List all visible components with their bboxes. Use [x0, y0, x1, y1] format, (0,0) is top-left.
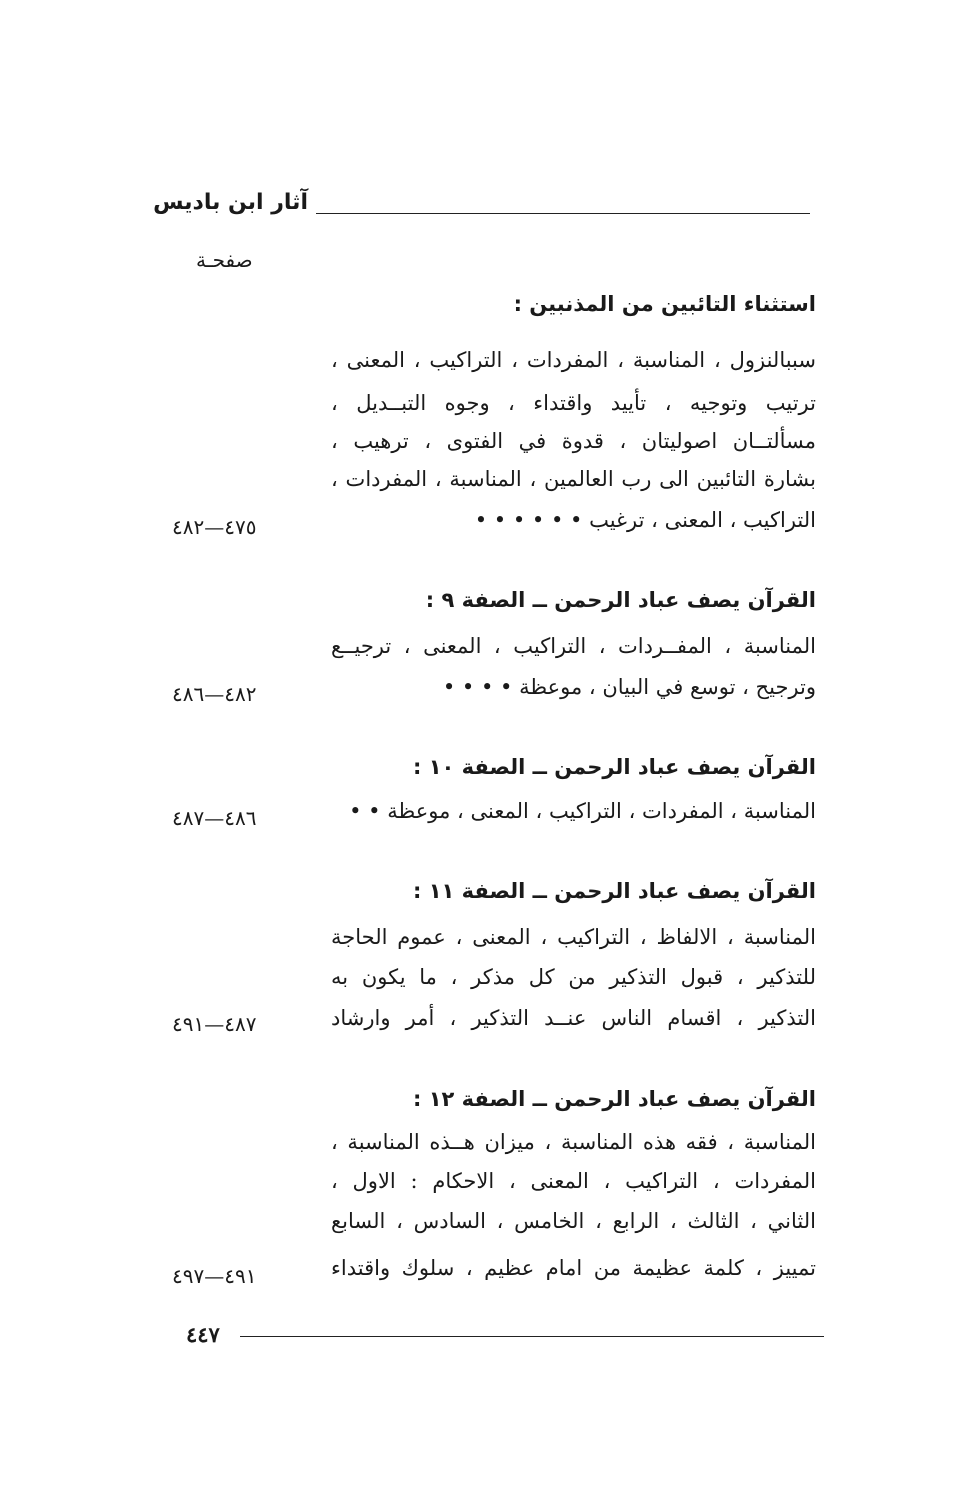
entry-line: الثاني ، الثالث ، الرابع ، الخامس ، السادس ، السابع — [331, 1209, 816, 1233]
page-number: ٤٤٧ — [186, 1322, 220, 1347]
header-rule — [316, 213, 810, 214]
section-heading: القرآن يصف عباد الرحمن ــ الصفة ١١ : — [412, 879, 816, 903]
page-range: ٤٨٦—٤٨٧ — [172, 806, 257, 830]
section-heading: القرآن يصف عباد الرحمن ــ الصفة ١٠ : — [412, 755, 816, 779]
footer-rule — [240, 1336, 824, 1337]
section-heading: استثناء التائبين من المذنبين : — [513, 292, 816, 316]
entry-line: المفردات ، التراكيب ، المعنى ، الاحكام : الاول ، — [331, 1169, 816, 1193]
running-title: آثار ابن باديس — [153, 190, 308, 215]
page-range: ٤٩١—٤٩٧ — [172, 1264, 257, 1288]
page-range: ٤٨٢—٤٨٦ — [172, 682, 257, 706]
entry-line: سببالنزول ، المناسبة ، المفردات ، التراكيب ، المعنى ، — [331, 348, 816, 372]
entry-line: المناسبة ، المفردات ، التراكيب ، المعنى ، موعظة • • — [349, 799, 816, 823]
entry-line: وترجيح ، توسع في البيان ، موعظة • • • • — [442, 675, 816, 699]
entry-line: بشارة التائبين الى رب العالمين ، المناسبة ، المفردات ، — [331, 467, 816, 491]
entry-line: المناسبة ، فقه هذه المناسبة ، ميزان هــذه المناسبة ، — [331, 1130, 816, 1154]
entry-line: ترتيب وتوجيه ، تأييد واقتداء ، وجوه التبــديل ، — [331, 391, 816, 415]
entry-line: تمييز ، كلمة عظيمة من امام عظيم ، سلوك واقتداء — [331, 1256, 816, 1280]
page-column-label: صفحـة — [196, 248, 253, 272]
entry-line: المناسبة ، المفــردات ، التراكيب ، المعنى ، ترجيــع — [331, 634, 816, 658]
page-range: ٤٧٥—٤٨٢ — [172, 515, 257, 539]
section-heading: القرآن يصف عباد الرحمن ــ الصفة ٩ : — [425, 588, 816, 612]
entry-line: للتذكير ، قبول التذكير من كل مذكر ، ما يكون به — [331, 965, 816, 989]
entry-line: التذكير ، اقسام الناس عنــد التذكير ، أمر وارشاد — [331, 1006, 816, 1030]
page-range: ٤٨٧—٤٩١ — [172, 1012, 257, 1036]
entry-line: المناسبة ، الالفاظ ، التراكيب ، المعنى ، عموم الحاجة — [331, 925, 816, 949]
section-heading: القرآن يصف عباد الرحمن ــ الصفة ١٢ : — [412, 1087, 816, 1111]
entry-line: مسألتــان اصوليتان ، قدوة في الفتوى ، ترهيب ، — [331, 429, 816, 453]
entry-line: التراكيب ، المعنى ، ترغيب • • • • • • — [474, 508, 816, 532]
